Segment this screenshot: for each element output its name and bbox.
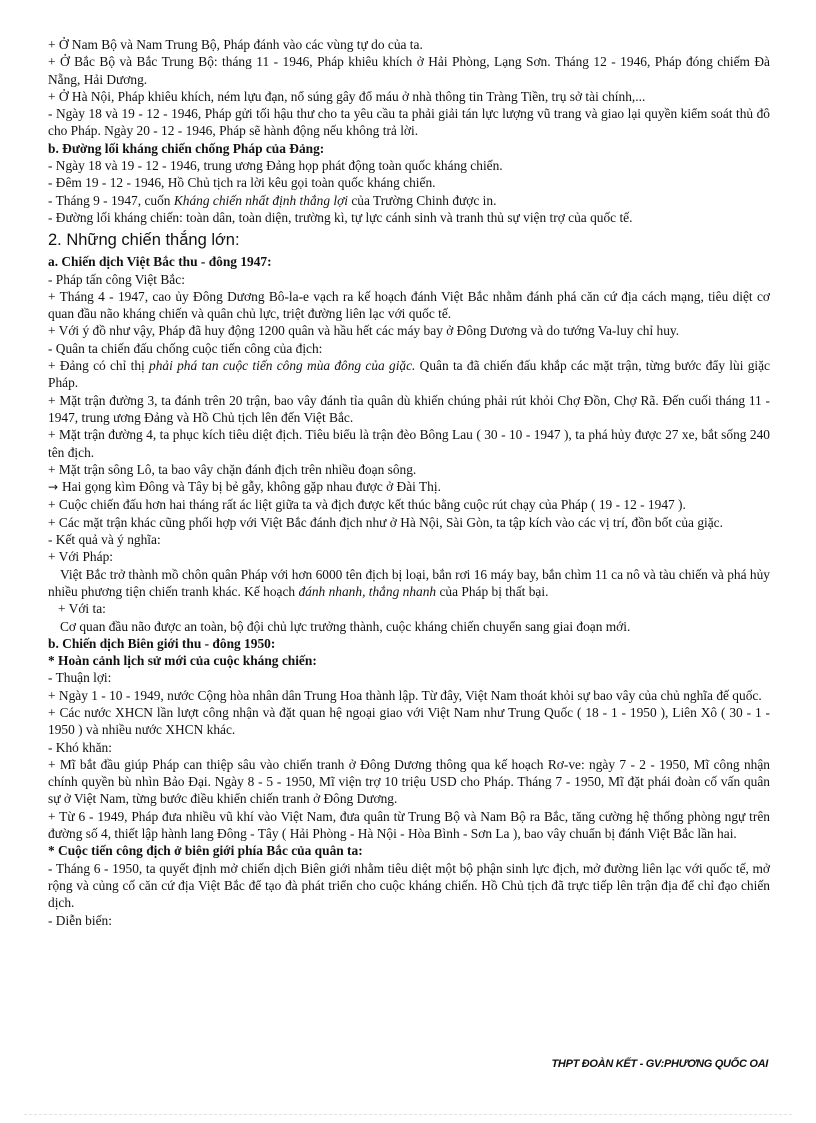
paragraph [48, 566, 770, 601]
paragraph: - Đường lối kháng chiến: toàn dân, toàn diện, trường kì, tự lực cánh sinh và tranh thủ sự viện trợ của quốc tế. [48, 209, 633, 225]
paragraph: + Từ 6 - 1949, Pháp đưa nhiều vũ khí vào Việt Nam, đưa quân từ Trung Bộ và Nam Bộ ra Bắc, tăng cường hệ thống phòng ngự trên đường số 4, thiết lập hành lang Đông - Tây ( Hải Phòng - Hà Nội - Hòa Bình - Sơn La ), bao vây chuẩn bị đánh Việt Bắc lần hai. [48, 808, 770, 842]
arrow-right-icon: → [48, 480, 59, 495]
plan-name: đánh nhanh, thắng nhanh [298, 583, 437, 599]
section-heading-victories: 2. Những chiến thắng lớn: [48, 231, 240, 250]
paragraph: + Ở Hà Nội, Pháp khiêu khích, ném lựu đạn, nổ súng gây đổ máu ở nhà thông tin Tràng Tiền, trụ sở tài chính,... [48, 88, 646, 104]
paragraph: + Mĩ bắt đầu giúp Pháp can thiệp sâu vào chiến tranh ở Đông Dương thông qua kế hoạch Rơ-ve: ngày 7 - 2 - 1950, Mĩ công nhận chính quyền bù nhìn Bảo Đại. Ngày 8 - 5 - 1950, Mĩ viện trợ 10 triệu USD cho Pháp. Tháng 7 - 1950, Mĩ đặt phái đoàn cố vấn quân sự ở Việt Nam, từng bước điều khiển chiến tranh ở Đông Dương. [48, 756, 770, 807]
subheading-text: a. Chiến dịch Việt Bắc thu - đông 1947: [48, 254, 272, 270]
page-bottom-divider [24, 1114, 792, 1115]
paragraph: + Ở Bắc Bộ và Bắc Trung Bộ: tháng 11 - 1946, Pháp khiêu khích ở Hải Phòng, Lạng Sơn. Tháng 12 - 1946, Pháp đóng chiếm Đà Nẵng, Hải Dương. [48, 54, 770, 87]
paragraph [48, 192, 770, 209]
paragraph: - Ngày 18 và 19 - 12 - 1946, Pháp gửi tối hậu thư cho ta yêu cầu ta phải giải tán lực lượng vũ trang và giao lại quyền kiểm soát thủ đô cho Pháp. Ngày 20 - 12 - 1946, Pháp sẽ hành động nếu không trả lời. [48, 106, 770, 139]
paragraph: - Thuận lợi: [48, 670, 112, 686]
paragraph: + Các mặt trận khác cũng phối hợp với Việt Bắc đánh địch như ở Hà Nội, Sài Gòn, ta tập kích vào các vị trí, đồn bốt của giặc. [48, 514, 723, 530]
paragraph: + Với ta: [58, 601, 106, 617]
paragraph: + Tháng 4 - 1947, cao ủy Đông Dương Bô-la-e vạch ra kế hoạch đánh Việt Bắc nhằm đánh phá căn cứ địa cách mạng, tiêu diệt cơ quan đầu não kháng chiến và quân chủ lực, triệt đường liên lạc với quốc tế. [48, 288, 770, 322]
paragraph: - Quân ta chiến đấu chống cuộc tiến công của địch: [48, 340, 323, 356]
text-run: Hai gọng kìm Đông và Tây bị bẻ gẫy, không gặp nhau được ở Đài Thị. [62, 479, 441, 495]
paragraph: Cơ quan đầu não được an toàn, bộ đội chủ lực trưởng thành, cuộc kháng chiến chuyển sang giai đoạn mới. [60, 618, 631, 634]
directive-quote: phải phá tan cuộc tiến công mùa đông của giặc. [149, 358, 416, 374]
paragraph [48, 357, 770, 392]
subheading-b-party-line [48, 140, 770, 157]
paragraph: + Với Pháp: [48, 549, 113, 565]
paragraph: + Ngày 1 - 10 - 1949, nước Cộng hòa nhân dân Trung Hoa thành lập. Từ đây, Việt Nam thoát khỏi sự bao vây của chủ nghĩa đế quốc. [48, 687, 762, 703]
paragraph: - Đêm 19 - 12 - 1946, Hồ Chủ tịch ra lời kêu gọi toàn quốc kháng chiến. [48, 175, 436, 191]
subheading-offensive [48, 842, 770, 859]
text-run: Quân ta đã chiến đấu khắp các mặt trận, từng bước đẩy lùi giặc Pháp. [48, 358, 770, 391]
paragraph: - Kết quả và ý nghĩa: [48, 532, 161, 548]
subheading-text: b. Đường lối kháng chiến chống Pháp của Đảng: [48, 140, 325, 156]
text-run: của Pháp bị thất bại. [436, 583, 549, 599]
paragraph: + Với ý đồ như vậy, Pháp đã huy động 1200 quân và hầu hết các máy bay ở Đông Dương và do tướng Va-luy chỉ huy. [48, 323, 680, 339]
paragraph: - Diễn biến: [48, 912, 112, 928]
document-body [48, 36, 770, 929]
subheading-b-border-campaign [48, 635, 770, 652]
text-run: của Trường Chinh được in. [347, 192, 497, 208]
paragraph: - Pháp tấn công Việt Bắc: [48, 271, 185, 287]
paragraph: - Ngày 18 và 19 - 12 - 1946, trung ương Đảng họp phát động toàn quốc kháng chiến. [48, 158, 503, 174]
paragraph: + Mặt trận đường 4, ta phục kích tiêu diệt địch. Tiêu biểu là trận đèo Bông Lau ( 30 - 10 - 1947 ), ta phá hủy được 27 xe, bắt sống 240 tên địch. [48, 427, 770, 460]
paragraph: + Mặt trận đường 3, ta đánh trên 20 trận, bao vây đánh tỉa quân dù khiến chúng phải rút khỏi Chợ Đồn, Chợ Rã. Đến cuối tháng 11 - 1947, trung ương Đảng và Hồ Chủ tịch lên đến Việt Bắc. [48, 392, 770, 425]
paragraph: + Mặt trận sông Lô, ta bao vây chặn đánh địch trên nhiều đoạn sông. [48, 461, 417, 477]
text-run: - Tháng 9 - 1947, cuốn [48, 192, 174, 208]
paragraph: + Ở Nam Bộ và Nam Trung Bộ, Pháp đánh vào các vùng tự do của ta. [48, 37, 423, 52]
text-run: Việt Bắc trở thành mồ chôn quân Pháp với hơn 6000 tên địch bị loại, bắn rơi 16 máy bay, bắn chìm 11 ca nô và tàu chiến và phá hủy nhiều phương tiện chiến tranh khác. Kế hoạch [48, 566, 770, 599]
paragraph: + Các nước XHCN lần lượt công nhận và đặt quan hệ ngoại giao với Việt Nam như Trung Quốc ( 18 - 1 - 1950 ), Liên Xô ( 30 - 1 - 1950 ) và nhiều nước XHCN khác. [48, 704, 770, 738]
paragraph: - Tháng 6 - 1950, ta quyết định mở chiến dịch Biên giới nhằm tiêu diệt một bộ phận sinh lực địch, mở đường liên lạc với quốc tế, mở rộng và củng cố căn cứ địa Việt Bắc để tạo đà phát triển cho cuộc kháng chiến. Hồ Chủ tịch đã trực tiếp lên trận địa để chỉ đạo chiến dịch. [48, 860, 770, 911]
paragraph [48, 478, 770, 496]
text-run: + Đảng có chỉ thị [48, 358, 150, 374]
subheading-a-viet-bac [48, 253, 770, 270]
book-title: Kháng chiến nhất định thắng lợi [173, 192, 348, 208]
subheading-new-context [48, 652, 770, 669]
subheading-text: b. Chiến dịch Biên giới thu - đông 1950: [48, 635, 276, 651]
subheading-text: * Cuộc tiến công địch ở biên giới phía Bắc của quân ta: [48, 843, 363, 859]
paragraph: + Cuộc chiến đấu hơn hai tháng rất ác liệt giữa ta và địch được kết thúc bằng cuộc rút chạy của Pháp ( 19 - 12 - 1947 ). [48, 497, 686, 513]
page-footer: THPT ĐOÀN KẾT - GV:PHƯƠNG QUỐC OAI [551, 1058, 768, 1070]
subheading-text: * Hoàn cảnh lịch sử mới của cuộc kháng chiến: [48, 653, 317, 669]
paragraph: - Khó khăn: [48, 739, 112, 755]
